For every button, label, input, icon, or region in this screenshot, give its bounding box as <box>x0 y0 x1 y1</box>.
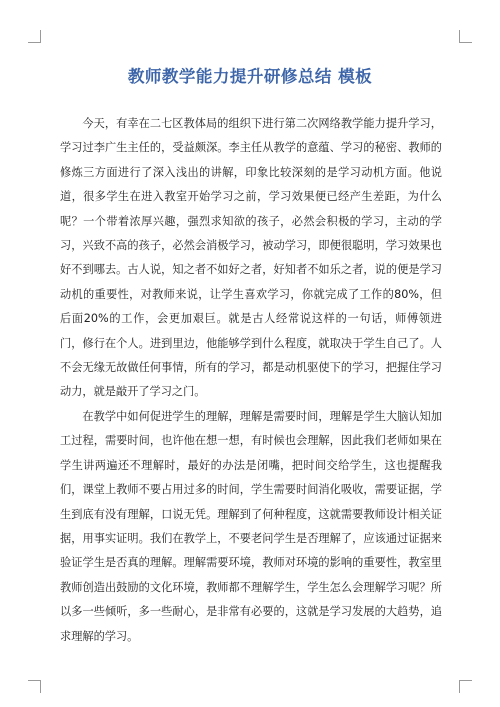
document-body <box>60 112 442 649</box>
paragraph-2: 在教学中如何促进学生的理解，理解是需要时间，理解是学生大脑认知加工过程，需要时间，也许他在想一想，有时候也会理解，因此我们老师如果在学生讲两遍还不理解时，最好的办法是闭嘴，把时间交给学生，这也提醒我们，课堂上教师不要占用过多的时间，学生需要时间消化吸收，需要证据，学生到底有没有理解，口说无凭。理解到了何种程度，这就需要教师设计相关证据，用事实证明。我们在教学上，不要老问学生是否理解了，应该通过证据来验证学生是否真的理解。理解需要环境，教师对环境的影响的重要性，教室里教师创造出鼓励的文化环境，教师都不理解学生，学生怎么会理解学习呢？所以多一些倾听，多一些耐心，是非常有必要的，这就是学习发展的大趋势，追求理解的学习。 <box>60 409 442 643</box>
crop-mark-top-right <box>459 30 472 43</box>
crop-mark-top-left <box>28 30 41 43</box>
document-title: 教师教学能力提升研修总结 模板 <box>127 67 373 86</box>
crop-mark-bottom-right <box>459 680 472 693</box>
paragraph-1: 今天，有幸在二七区教体局的组织下进行第二次网络教学能力提升学习，学习过李广生主任的，受益颇深。李主任从教学的意蕴、学习的秘密、教师的修炼三方面进行了深入浅出的讲解，印象比较深刻的是学习动机方面。他说道，很多学生在进入教室开始学习之前，学习效果便已经产生差距，为什么呢？一个带着浓厚兴趣，强烈求知欲的孩子，必然会积极的学习，主动的学习，兴致不高的孩子，必然会消极学习，被动学习，即便很聪明，学习效果也好不到哪去。古人说，知之者不如好之者，好知者不如乐之者，说的便是学习动机的重要性，对教师来说，让学生喜欢学习，你就完成了工作的80%，但后面20%的工作，会更加艰巨。就是古人经常说这样的一句话，师傅领进门，修行在个人。进到里边，他能够学到什么程度，就取决于学生自己了。人不会无缘无故做任何事情，所有的学习，都是动机驱使下的学习，把握住学习动力，就是敲开了学习之门。 <box>60 117 442 399</box>
crop-mark-bottom-left <box>28 680 41 693</box>
